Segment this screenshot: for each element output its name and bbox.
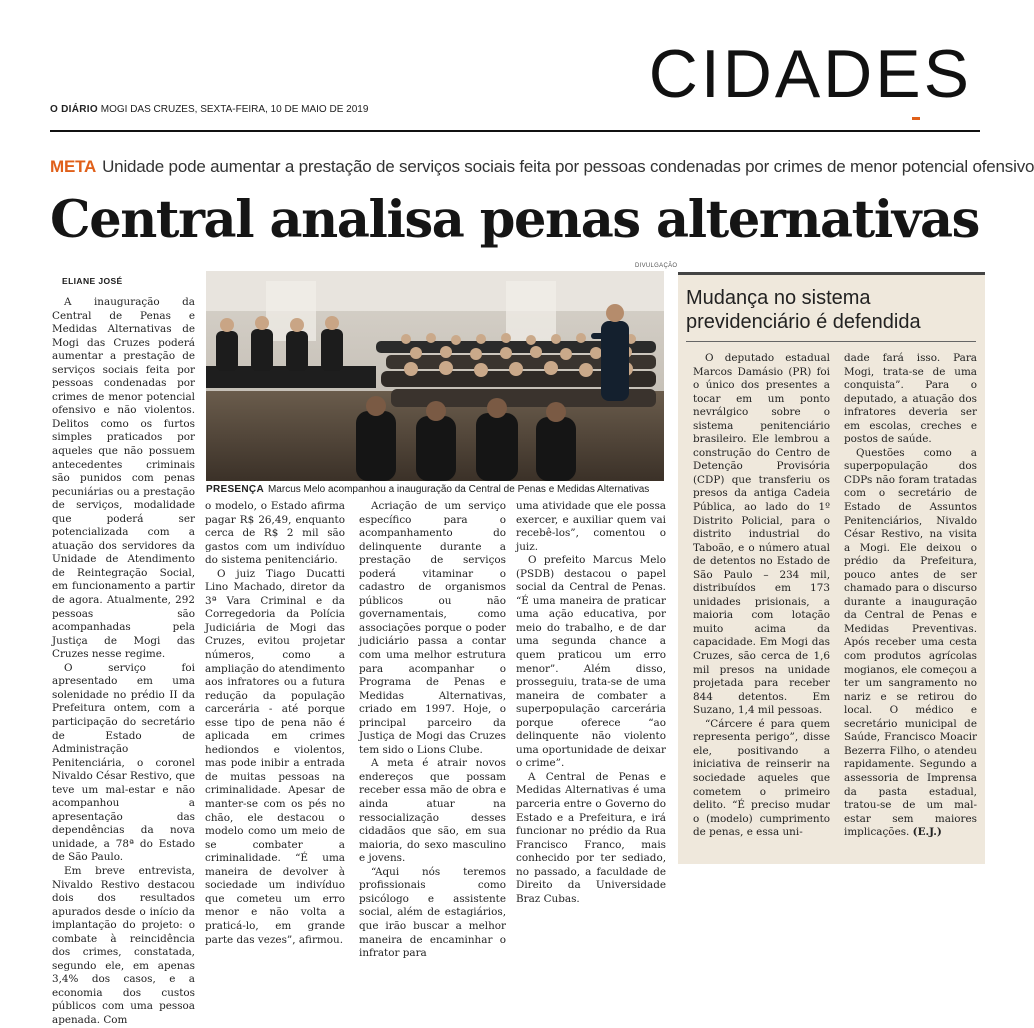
article-column-1 [52,296,195,1028]
article-paragraph: “Aqui nós teremos profissionais como psicólogo e assistente social, além de estagiários, que irão buscar a melhor maneira de encaminhar o infrator para [359,865,506,960]
article-column-3 [359,500,506,961]
article-column-4 [516,500,666,906]
event-photo [206,271,664,481]
sidebar-divider [686,341,976,342]
section-accent [912,117,920,120]
sidebar-paragraph: O deputado estadual Marcos Damásio (PR) foi o único dos presentes a tocar em um ponto nevrálgico sobre o sistema penitenciário brasileiro. Ele lembrou a construção do Centro de Detenção Provisória (CDP) que transferiu os presos da antiga Cadeia Pública, ao lado do 1º Distrito Policial, para o distrito industrial do Taboão, e o número atual de detentos no Estado de São Paulo – 234 mil, distribuídos em 173 unidades prisionais, a maioria com lotação muito acima da capacidade. Em Mogi das Cruzes, são cerca de 1,6 mil presos na unidade projetada para receber 844 detentos. Em Suzano, 1,4 mil pessoas. [693,352,830,717]
edition-info: MOGI DAS CRUZES, SEXTA-FEIRA, 10 DE MAIO DE 2019 [100,104,369,115]
article-paragraph: uma atividade que ele possa exercer, e auxiliar quem vai recebê-los”, comentou o juiz. [516,500,666,553]
sidebar-top-rule [678,272,985,275]
meta-kicker: META [50,157,97,176]
photo-caption [206,484,671,495]
article-paragraph: Em breve entrevista, Nivaldo Restivo destacou dois dos resultados apurados desde o início da implantação do projeto: o combate à reincidência dos crimes, constatada, segundo ele, em apenas 3,4% dos casos, e a economia dos custos públicos com uma pessoa apenada. Com [52,864,195,1026]
article-paragraph: o modelo, o Estado afirma pagar R$ 26,49, enquanto cerca de R$ 2 mil são gastos com um indivíduo do sistema penitenciário. [205,500,345,567]
meta-text: Unidade pode aumentar a prestação de serviços sociais feita por pessoas condenadas por crimes de menor potencial ofensivo [102,157,1034,176]
photo-credit: DIVULGAÇÃO [635,263,678,269]
sidebar-paragraph [844,447,977,840]
masthead-info [50,104,368,115]
article-paragraph: Acriação de um serviço específico para o acompanhamento do delinquente durante a prestação de serviços poderá vitaminar o cadastro de organismos públicos ou não governamentais, como associações porque o poder judiciário passa a contar com uma melhor estrutura para acompanhar o Programa de Penas e Medidas Alternativas, criado em 1997. Hoje, o principal parceiro da Justiça de Mogi das Cruzes tem sido o Lions Clube. [359,500,506,756]
headline: Central analisa penas alternativas [50,190,979,250]
sidebar-paragraph: dade fará isso. Para Mogi, trata-se de uma conquista”. Para o deputado, a atuação dos infratores deveria ser em escolas, creches e postos de saúde. [844,352,977,446]
article-paragraph: O juiz Tiago Ducatti Lino Machado, diretor da 3ª Vara Criminal e da Corregedoria da Polícia Judiciária de Mogi das Cruzes, evitou projetar números, como a ampliação do atendimento aos infratores ou a futura redução da população carcerária - até porque esse tipo de pena não é aplicada em crimes hediondos e violentos, mas pode inibir a entrada de muitas pessoas na criminalidade. Apesar de manter-se com os pés no chão, ele destacou o modelo como um meio de se combater a criminalidade. “É uma maneira de devolver à sociedade um indivíduo que cometeu um erro menor e não volta a praticá-lo, em grande parte das vezes”, afirmou. [205,567,345,946]
article-paragraph: O prefeito Marcus Melo (PSDB) destacou o papel social da Central de Penas. “É uma maneira de praticar uma ação educativa, por meio do trabalho, e de dar uma segunda chance a quem praticou um erro menor”. Além disso, prosseguiu, trata-se de uma maneira de combater a superpopulação carcerária porque oferece “ao delinquente não violento uma oportunidade de deixar o crime”. [516,554,666,770]
sidebar-title: Mudança no sistema previdenciário é defendida [686,287,921,333]
section-title: CIDADES [648,36,972,112]
byline: ELIANE JOSÉ [62,276,123,286]
meta-line [50,157,1034,177]
article-paragraph: O serviço foi apresentado em uma solenidade no prédio II da Prefeitura ontem, com a participação do secretário de Estado de Administração Penitenciária, o coronel Nivaldo César Restivo, que teve um mal-estar e não acompanhou a apresentação das dependências da nova unidade, a 78ª do Estado de São Paulo. [52,661,195,864]
sidebar-paragraph: “Cárcere é para quem representa perigo”, disse ele, positivando a iniciativa de reinserir na sociedade aqueles que cometem o primeiro delito. “É preciso mudar o (modelo) cumprimento de penas, e essa uni- [693,717,830,839]
auditorium-photo [206,271,664,481]
author-signature: (E.J.) [912,826,942,839]
article-paragraph: A inauguração da Central de Penas e Medidas Alternativas de Mogi das Cruzes poderá aumentar a prestação de serviços sociais feita por pessoas condenadas por crimes de menor potencial ofensivo e não violentos. Delitos como os furtos simples praticados por aqueles que não possuem antecedentes criminais são punidos com penas pecuniárias ou a prestação de serviços, modalidade que poderá ser potencializada com a atuação dos servidores da Unidade de Atendimento de Reintegração Social, em funcionamento a partir de agora. Atualmente, 292 pessoas são acompanhadas pela Justiça de Mogi das Cruzes nesse regime. [52,296,195,661]
caption-kicker: PRESENÇA [206,484,264,495]
masthead [50,0,980,130]
sidebar-paragraph-text: Questões como a superpopulação dos CDPs não foram tratadas com o secretário de Estado de Assuntos Penitenciários, Nivaldo César Restivo, na visita a Mogi. Ele deixou o prédio da Prefeitura, pouco antes de ser chamado para o discurso durante a inauguração da Central de Penas e Medidas Preventivas. Após receber uma cesta com produtos agrícolas mogianos, ele começou a ter um sangramento no nariz e se retirou do local. O médico e secretário municipal de Saúde, Francisco Moacir Bezerra Filho, o atendeu rapidamente. Segundo a assessoria de Imprensa da pasta estadual, tratou-se de um mal-estar sem maiores implicações. [844,446,977,839]
article-column-2 [205,500,345,947]
newspaper-brand: O DIÁRIO [50,104,98,115]
masthead-rule [50,130,980,132]
caption-text: Marcus Melo acompanhou a inauguração da Central de Penas e Medidas Alternativas [267,484,650,495]
sidebar-column-2 [844,352,977,840]
article-paragraph: A meta é atrair novos endereços que possam receber essa mão de obra e ainda atuar na ressocialização desses cidadãos que são, em sua maioria, do sexo masculino e jovens. [359,757,506,865]
sidebar-column-1 [693,352,830,840]
article-paragraph: A Central de Penas e Medidas Alternativas é uma parceria entre o Governo do Estado e a Prefeitura, e irá funcionar no prédio da Rua Francisco Franco, mais conhecido por ter sediado, no passado, a faculdade de Direito da Universidade Braz Cubas. [516,770,666,905]
